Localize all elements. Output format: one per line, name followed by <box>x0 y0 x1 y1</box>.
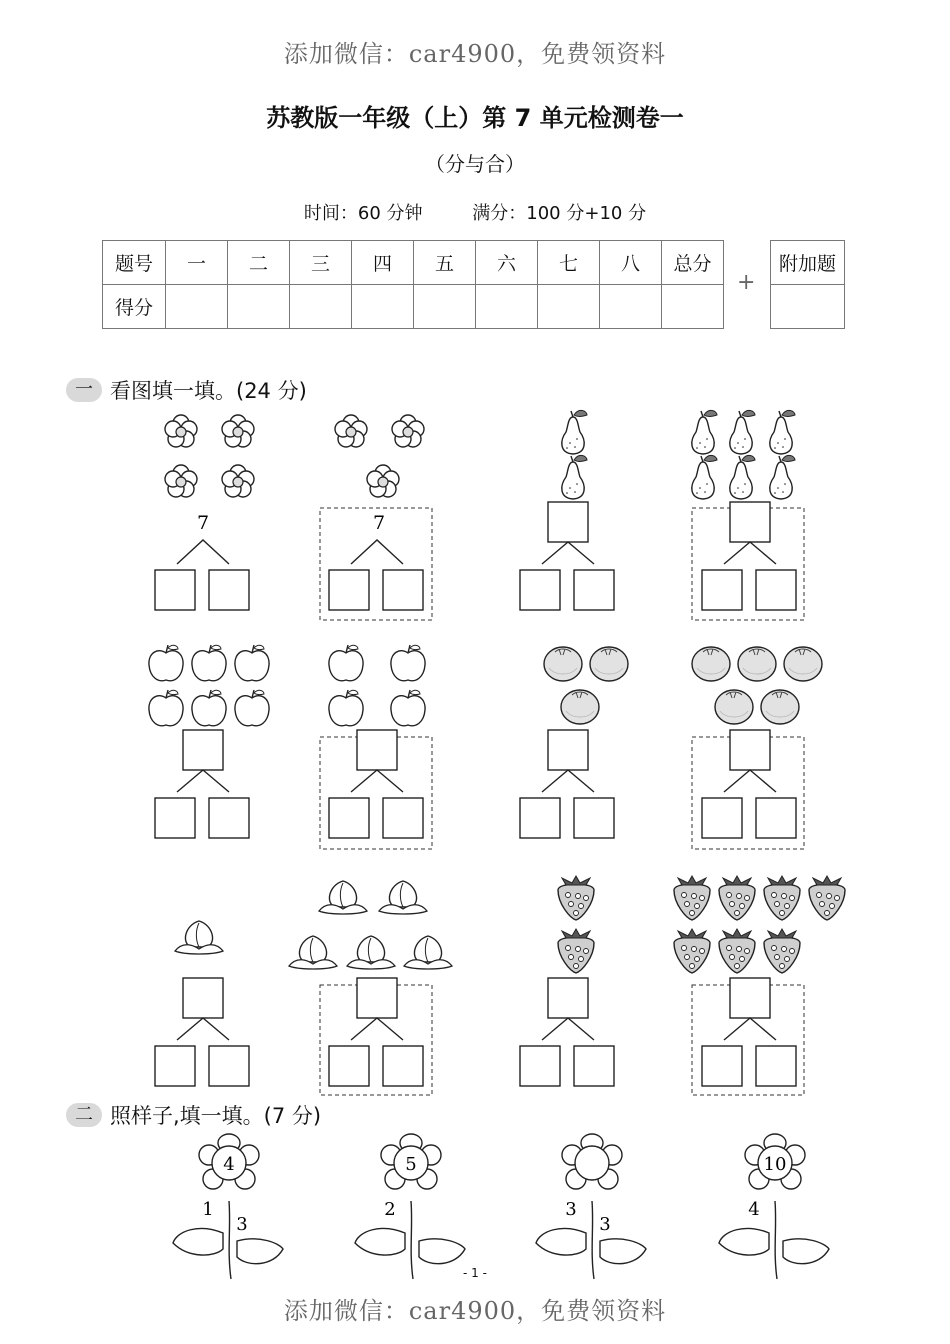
flower-left-number: 2 <box>384 1199 396 1220</box>
score-header-cell: 总分 <box>662 241 724 285</box>
pear-icon <box>692 455 717 499</box>
watermark-bottom: 添加微信：car4900，免费领资料 <box>283 1297 667 1325</box>
section-badge: 一 <box>66 378 102 402</box>
number-bond-12[interactable] <box>702 978 796 1086</box>
flower-right-number: 3 <box>599 1214 611 1235</box>
flower-bond-3[interactable] <box>536 1134 646 1279</box>
peach-icon <box>289 936 337 969</box>
number-bond-5[interactable] <box>155 730 249 838</box>
apple-icon <box>391 690 425 726</box>
full-score-label: 满分：100 分+10 分 <box>472 203 647 224</box>
flower-top-number: 4 <box>223 1154 235 1175</box>
peach-group-1 <box>175 921 223 954</box>
score-row-label: 得分 <box>103 285 166 329</box>
number-bond-9[interactable] <box>155 978 249 1086</box>
pear-icon <box>562 410 587 454</box>
strawberry-icon <box>764 876 800 920</box>
peach-icon <box>379 881 427 914</box>
apple-icon <box>329 645 363 681</box>
flower-icon <box>222 465 254 497</box>
orange-icon <box>715 690 753 724</box>
strawberry-icon <box>764 929 800 973</box>
orange-icon <box>544 647 582 681</box>
flower-icon <box>335 415 367 447</box>
number-bond-2[interactable] <box>329 540 423 610</box>
strawberry-icon <box>719 929 755 973</box>
flower-left-number: 4 <box>748 1199 760 1220</box>
flower-icon <box>165 415 197 447</box>
pear-group-2 <box>562 410 587 499</box>
section-title: 照样子,填一填。(7 分) <box>110 1104 322 1128</box>
number-bond-3[interactable] <box>520 502 614 610</box>
plus-sign: + <box>737 270 756 295</box>
apple-icon <box>235 645 269 681</box>
bonus-header: 附加题 <box>771 241 845 285</box>
peach-icon <box>347 936 395 969</box>
flower-icon <box>392 415 424 447</box>
number-bond-6[interactable] <box>329 730 423 838</box>
score-header-cell: 二 <box>228 241 290 285</box>
apple-group-6 <box>149 645 269 726</box>
pear-icon <box>730 410 755 454</box>
bond-top-number: 7 <box>372 512 386 534</box>
flower-icon <box>165 465 197 497</box>
score-header-cell: 六 <box>476 241 538 285</box>
page-title: 苏教版一年级（上）第 7 单元检测卷一 <box>266 104 684 132</box>
flower-right-number: 3 <box>236 1214 248 1235</box>
peach-group-5 <box>289 881 452 969</box>
apple-icon <box>149 645 183 681</box>
apple-icon <box>329 690 363 726</box>
score-header-cell: 题号 <box>103 241 166 285</box>
apple-group-4 <box>329 645 425 726</box>
number-bond-11[interactable] <box>520 978 614 1086</box>
peach-icon <box>319 881 367 914</box>
flower-group-3 <box>335 415 424 497</box>
flower-top-number: 10 <box>763 1154 787 1175</box>
watermark-top: 添加微信：car4900，免费领资料 <box>283 40 667 68</box>
number-bond-4[interactable] <box>702 502 796 610</box>
strawberry-icon <box>719 876 755 920</box>
flower-left-number: 3 <box>565 1199 577 1220</box>
apple-icon <box>235 690 269 726</box>
orange-group-5 <box>692 647 822 724</box>
score-header-cell: 八 <box>600 241 662 285</box>
strawberry-icon <box>674 929 710 973</box>
bond-top-number: 7 <box>196 512 210 534</box>
number-bond-7[interactable] <box>520 730 614 838</box>
time-label: 时间：60 分钟 <box>303 203 423 224</box>
score-header-cell: 三 <box>290 241 352 285</box>
score-header-cell: 一 <box>166 241 228 285</box>
strawberry-icon <box>674 876 710 920</box>
score-header-cell: 四 <box>352 241 414 285</box>
number-bond-8[interactable] <box>702 730 796 838</box>
score-header-cell: 五 <box>414 241 476 285</box>
orange-icon <box>561 690 599 724</box>
peach-icon <box>404 936 452 969</box>
flower-icon <box>222 415 254 447</box>
flower-left-number: 1 <box>202 1199 214 1220</box>
flower-icon <box>367 465 399 497</box>
flower-group-4 <box>165 415 254 497</box>
apple-icon <box>149 690 183 726</box>
pear-icon <box>730 455 755 499</box>
orange-icon <box>738 647 776 681</box>
strawberry-icon <box>558 929 594 973</box>
section-title: 看图填一填。(24 分) <box>110 379 307 403</box>
orange-group-3 <box>544 647 628 724</box>
apple-icon <box>192 645 226 681</box>
page-number: - 1 - <box>463 1266 487 1280</box>
number-bond-1[interactable] <box>155 540 249 610</box>
peach-icon <box>175 921 223 954</box>
pear-icon <box>562 455 587 499</box>
pear-icon <box>692 410 717 454</box>
pear-icon <box>770 410 795 454</box>
strawberry-icon <box>809 876 845 920</box>
strawberry-group-7 <box>674 876 845 973</box>
pear-group-6 <box>692 410 795 499</box>
score-header-cell: 七 <box>538 241 600 285</box>
pear-icon <box>770 455 795 499</box>
apple-icon <box>192 690 226 726</box>
apple-icon <box>391 645 425 681</box>
strawberry-group-2 <box>558 876 594 973</box>
number-bond-10[interactable] <box>329 978 423 1086</box>
orange-icon <box>590 647 628 681</box>
flower-top-number: 5 <box>405 1154 417 1175</box>
section-badge: 二 <box>66 1103 102 1127</box>
orange-icon <box>784 647 822 681</box>
orange-icon <box>692 647 730 681</box>
page-subtitle: （分与合） <box>425 152 525 176</box>
orange-icon <box>761 690 799 724</box>
strawberry-icon <box>558 876 594 920</box>
